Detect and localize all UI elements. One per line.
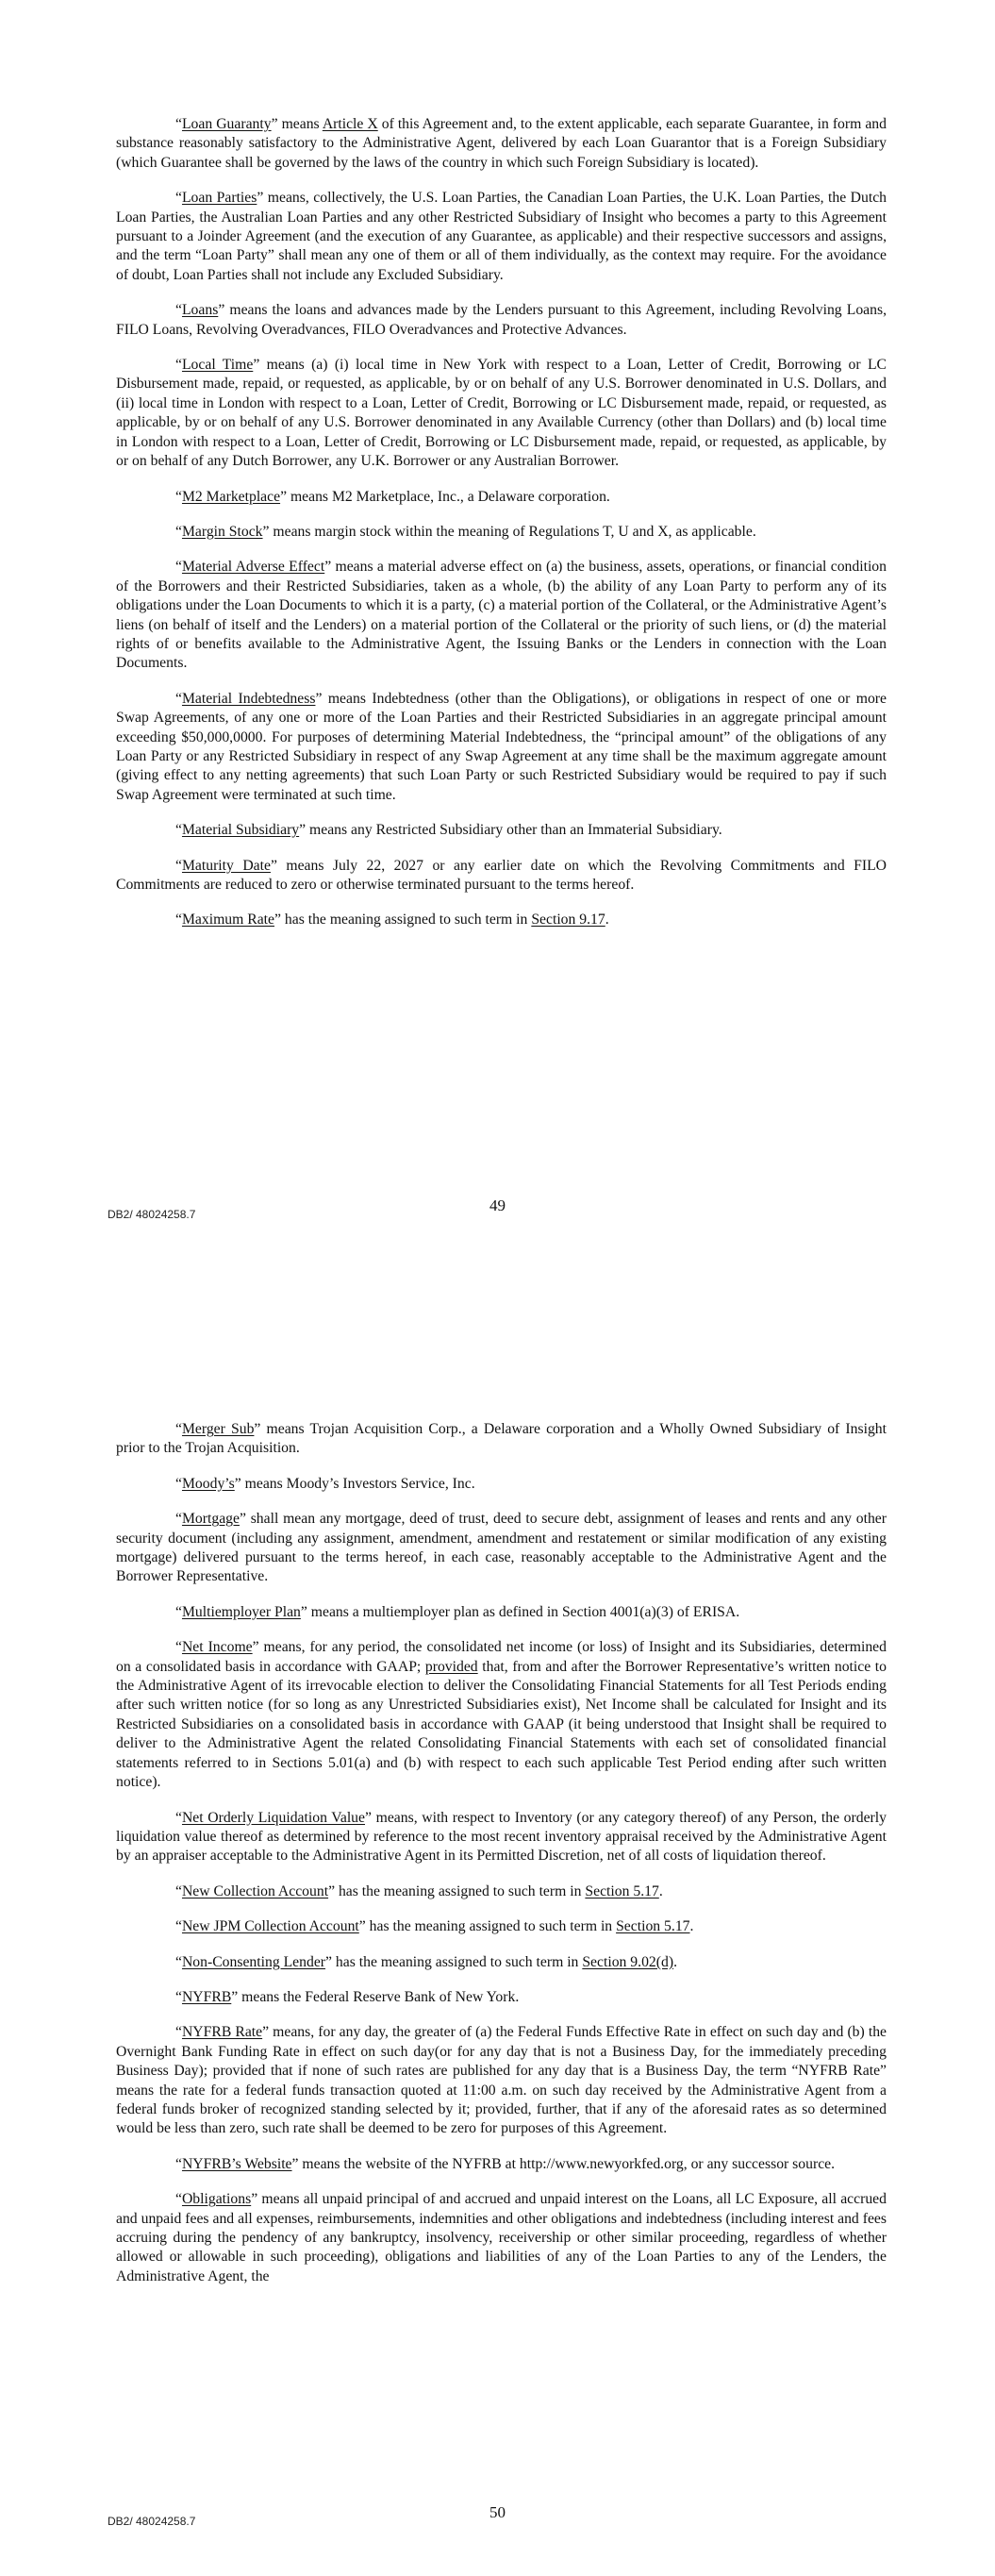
quote-open: “ [175, 1511, 182, 1528]
quote-open: “ [175, 559, 182, 576]
cross-reference: Section 5.17 [616, 1918, 690, 1935]
page-body [116, 115, 887, 946]
quote-open: “ [175, 302, 182, 319]
definition-text: ” means (a) (i) local time in New York with respect to a Loan, Letter of Credit, Borrowing or LC Disbursement made, repaid, or requested, as applicable, by or on behalf of any U.S. Borrower denominated in U.S. Dollars, and (ii) local time in London with respect to a Loan, Letter of Credit, Borrowing or LC Disbursement made, repaid, or requested, as applicable, by or on behalf of any U.S. Borrower denominated in any Available Currency (other than Dollars) and (b) local time in London with respect to a Loan, Letter of Credit, Borrowing or LC Disbursement made, repaid, or requested, as applicable, by or on behalf of any Dutch Borrower, any U.K. Borrower or any Australian Borrower. [116, 357, 887, 470]
definition-paragraph [116, 690, 887, 805]
quote-open: “ [175, 488, 182, 505]
definition-text: ” shall mean any mortgage, deed of trust, deed to secure debt, assignment of leases and rents and any other security document (including any assignment, amendment, amendment and restatement or similar modification of any existing mortgage) delivered pursuant to the terms hereof, in each case, reasonably acceptable to the Administrative Agent and the Borrower Representative. [116, 1511, 887, 1585]
definition-text-tail: . [658, 1882, 663, 1899]
defined-term: M2 Marketplace [181, 488, 281, 505]
definition-text: ” means the website of the NYFRB at http://www.newyorkfed.org, or any successor source. [291, 2155, 836, 2172]
defined-term: Material Indebtedness [181, 690, 316, 707]
definition-text: ” has the meaning assigned to such term in [325, 1953, 583, 1970]
definition-paragraph [116, 821, 887, 840]
definition-paragraph [116, 1988, 887, 2007]
definition-paragraph [116, 1917, 887, 1936]
defined-term: Loans [181, 302, 219, 319]
definition-paragraph [116, 1882, 887, 1901]
defined-term: New Collection Account [181, 1882, 329, 1899]
quote-open: “ [175, 1918, 182, 1935]
document-page-50 [0, 1288, 995, 2576]
quote-open: “ [175, 1421, 182, 1437]
quote-open: “ [175, 857, 182, 874]
definition-text: ” means, with respect to Inventory (or any category thereof) of any Person, the orderly liquidation value thereof as determined by reference to the most recent inventory appraisal received by the Administrative Agent by an appraiser acceptable to the Administrative Agent in its Permitted Discretion, net of all costs of liquidation thereof. [116, 1809, 887, 1865]
definition-text: ” means margin stock within the meaning of Regulations T, U and X, as applicable. [262, 523, 756, 540]
definition-paragraph [116, 488, 887, 507]
defined-term: Non-Consenting Lender [181, 1953, 326, 1970]
cross-reference: Section 9.17 [531, 912, 605, 928]
definition-text-tail: . [689, 1918, 694, 1935]
defined-term: Mortgage [181, 1511, 240, 1528]
definition-paragraph [116, 189, 887, 285]
defined-term: Net Orderly Liquidation Value [181, 1809, 365, 1826]
defined-term: Moody’s [181, 1475, 235, 1492]
page-body [116, 1420, 887, 2302]
definition-paragraph [116, 1953, 887, 1972]
definition-text: ” means Trojan Acquisition Corp., a Delaware corporation and a Wholly Owned Subsidiary of Insight prior to the Trojan Acquisition. [116, 1421, 887, 1457]
page-number: 50 [489, 2503, 506, 2521]
document-id: DB2/ 48024258.7 [108, 1208, 196, 1221]
quote-open: “ [175, 1882, 182, 1899]
defined-term: Obligations [181, 2191, 252, 2208]
definition-text: ” means [271, 116, 323, 132]
definition-text: ” means, for any period, the consolidated net income (or loss) of Insight and its Subsidiaries, determined on a consolidated basis in accordance with GAAP; [116, 1639, 887, 1675]
quote-open: “ [175, 190, 182, 207]
quote-open: “ [175, 912, 182, 928]
defined-term: Material Adverse Effect [181, 559, 325, 576]
quote-open: “ [175, 1603, 182, 1620]
quote-open: “ [175, 2024, 182, 2041]
definition-text: ” means, for any day, the greater of (a) the Federal Funds Effective Rate in effect on such day and (b) the Overnight Bank Funding Rate in effect on such day(or for any day that is not a Business Day, for the immediately preceding Business Day); provided that if none of such rates are published for any day that is a Business Day, the term “NYFRB Rate” means the rate for a federal funds transaction quoted at 11:00 a.m. on such day received by the Administrative Agent from a federal funds broker of recognized standing selected by it; provided, further, that if any of the aforesaid rates as so determined would be less than zero, such rate shall be deemed to be zero for purposes of this Agreement. [116, 2024, 887, 2137]
definition-paragraph [116, 1603, 887, 1622]
quote-open: “ [175, 357, 182, 374]
definition-paragraph [116, 1475, 887, 1494]
quote-open: “ [175, 1639, 182, 1656]
definition-paragraph [116, 1420, 887, 1459]
definition-paragraph [116, 2190, 887, 2286]
quote-open: “ [175, 1475, 182, 1492]
defined-term: Margin Stock [181, 523, 263, 540]
quote-open: “ [175, 1953, 182, 1970]
definition-text: ” means, collectively, the U.S. Loan Parties, the Canadian Loan Parties, the U.K. Loan Parties, the Dutch Loan Parties, the Australian Loan Parties and any other Restricted Subsidiary of Insight who becomes a party to this Agreement pursuant to a Joinder Agreement (and the execution of any Guarantee, as applicable) and their respective successors and assigns, and the term “Loan Party” shall mean any one of them or all of them individually, as the context may require. For the avoidance of doubt, Loan Parties shall not include any Excluded Subsidiary. [116, 190, 887, 283]
definition-text: ” has the meaning assigned to such term in [274, 912, 532, 928]
definition-paragraph [116, 356, 887, 471]
defined-term: New JPM Collection Account [181, 1918, 359, 1935]
quote-open: “ [175, 822, 182, 839]
cross-reference: Section 9.02(d) [582, 1953, 674, 1970]
document-id: DB2/ 48024258.7 [108, 2515, 196, 2528]
quote-open: “ [175, 690, 182, 707]
cross-reference: Article X [322, 116, 378, 132]
definition-text-tail: . [605, 912, 609, 928]
defined-term: Maturity Date [181, 857, 271, 874]
defined-term: NYFRB [181, 1988, 232, 2005]
defined-term: NYFRB’s Website [181, 2155, 292, 2172]
cross-reference: Section 5.17 [585, 1882, 659, 1899]
quote-open: “ [175, 2155, 182, 2172]
definition-text-tail: . [673, 1953, 677, 1970]
quote-open: “ [175, 523, 182, 540]
definition-text: ” means M2 Marketplace, Inc., a Delaware corporation. [280, 488, 610, 505]
quote-open: “ [175, 2191, 182, 2208]
definition-text: ” means a multiemployer plan as defined in Section 4001(a)(3) of ERISA. [300, 1603, 740, 1620]
definition-text: ” has the meaning assigned to such term in [328, 1882, 586, 1899]
definition-paragraph [116, 1510, 887, 1587]
defined-term: Loan Parties [181, 190, 257, 207]
definition-text: ” means Indebtedness (other than the Obligations), or obligations in respect of one or more Swap Agreements, of any one or more of the Loan Parties and their Restricted Subsidiaries in an aggregate principal amount exceeding $50,000,0000. For purposes of determining Material Indebtedness, the “principal amount” of the obligations of any Loan Party or any Restricted Subsidiary in respect of any Swap Agreement at any time shall be the maximum aggregate amount (giving effect to any netting agreements) that such Loan Party or such Restricted Subsidiary would be required to pay if such Swap Agreement were terminated at such time. [116, 690, 887, 803]
page-number: 49 [489, 1196, 506, 1214]
defined-term: Net Income [181, 1639, 253, 1656]
definition-paragraph [116, 1638, 887, 1792]
definition-paragraph [116, 1809, 887, 1866]
quote-open: “ [175, 116, 182, 132]
definition-paragraph [116, 115, 887, 173]
definition-text: ” means the loans and advances made by the Lenders pursuant to this Agreement, including Revolving Loans, FILO Loans, Revolving Overadvances, FILO Overadvances and Protective Advances. [116, 302, 887, 338]
quote-open: “ [175, 1988, 182, 2005]
definition-text: ” means a material adverse effect on (a) the business, assets, operations, or financial condition of the Borrowers and their Restricted Subsidiaries, taken as a whole, (b) the ability of any Loan Party to perform any of its obligations under the Loan Documents to which it is a party, (c) a material portion of the Collateral, or the Administrative Agent’s liens (on behalf of itself and the Lenders) on a material portion of the Collateral or the priority of such liens, or (d) the material rights of or benefits available to the Administrative Agent, the Issuing Banks or the Lenders in connection with the Loan Documents. [116, 559, 887, 672]
definition-text-tail: of this Agreement and, to the extent applicable, each separate Guarantee, in form and substance reasonably satisfactory to the Administrative Agent, delivered by each Loan Guarantor that is a Foreign Subsidiary (which Guarantee shall be governed by the laws of the country in which such Foreign Subsidiary is located). [116, 116, 887, 171]
defined-term: Multiemployer Plan [181, 1603, 301, 1620]
defined-term: Loan Guaranty [181, 116, 272, 132]
definition-text-tail: that, from and after the Borrower Representative’s written notice to the Administrative Agent of its irrevocable election to deliver the Consolidating Financial Statements for all Test Periods ending after such written notice (for so long as any Unrestricted Subsidiaries exist), Net Income shall be calculated for Insight and its Restricted Subsidiaries on a consolidated basis in accordance with GAAP (it being understood that Insight shall be required to deliver to the Administrative Agent the related Consolidating Financial Statements with each set of consolidated financial statements referred to in Sections 5.01(a) and (b) with respect to each such applicable Test Period ending after such written notice). [116, 1658, 887, 1791]
definition-text: ” means Moody’s Investors Service, Inc. [234, 1475, 475, 1492]
defined-term: Merger Sub [181, 1421, 255, 1437]
definition-text: ” means any Restricted Subsidiary other than an Immaterial Subsidiary. [299, 822, 722, 839]
definition-paragraph [116, 857, 887, 895]
definition-text: ” has the meaning assigned to such term in [358, 1918, 617, 1935]
cross-reference: provided [424, 1658, 478, 1675]
definition-text: ” means all unpaid principal of and accrued and unpaid interest on the Loans, all LC Exposure, all accrued and unpaid fees and all expenses, reimbursements, indemnities and other obligations and indebtedness (including interest and fees accruing during the pendency of any bankruptcy, insolvency, receivership or other similar proceeding, regardless of whether allowed or allowable in such proceeding), obligations and liabilities of any of the Loan Parties to any of the Lenders, the Administrative Agent, the [116, 2191, 887, 2284]
defined-term: NYFRB Rate [181, 2024, 263, 2041]
definition-paragraph [116, 301, 887, 340]
defined-term: Material Subsidiary [181, 822, 300, 839]
definition-paragraph [116, 911, 887, 929]
definition-text: ” means the Federal Reserve Bank of New York. [231, 1988, 520, 2005]
quote-open: “ [175, 1809, 182, 1826]
definition-paragraph [116, 558, 887, 673]
defined-term: Local Time [181, 357, 254, 374]
definition-paragraph [116, 523, 887, 542]
definition-paragraph [116, 2155, 887, 2174]
definition-paragraph [116, 2023, 887, 2138]
defined-term: Maximum Rate [181, 912, 275, 928]
definition-text: ” means July 22, 2027 or any earlier date on which the Revolving Commitments and FILO Commitments are reduced to zero or otherwise terminated pursuant to the terms hereof. [116, 857, 887, 893]
